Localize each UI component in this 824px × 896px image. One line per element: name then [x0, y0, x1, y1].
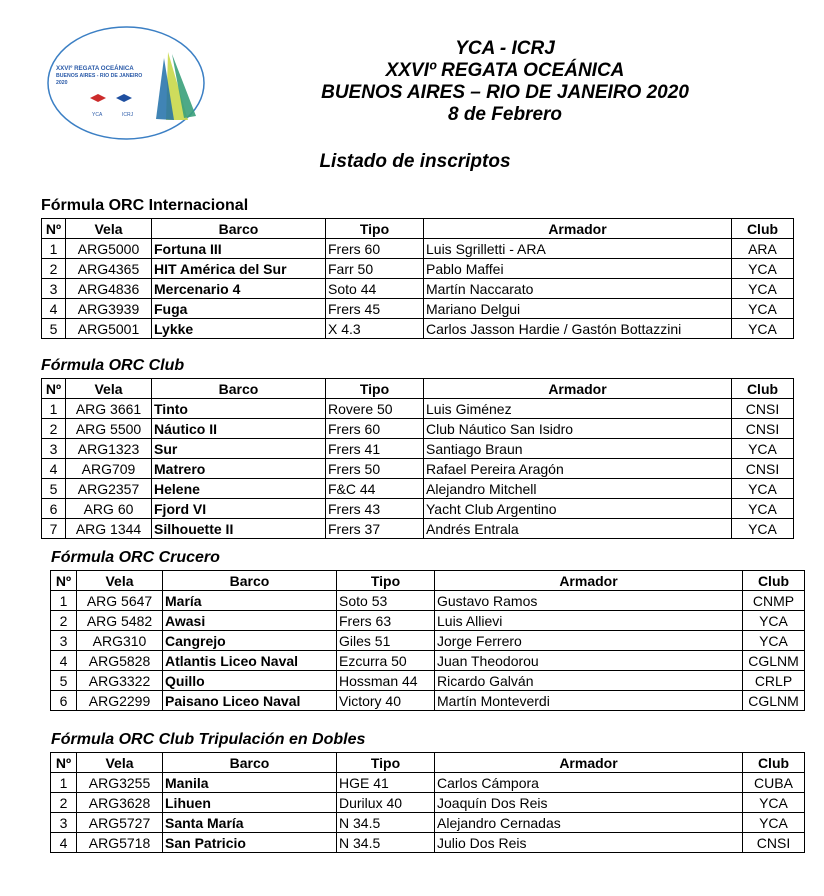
table-row [51, 611, 805, 631]
cell-number: 3 [42, 279, 66, 299]
table-row [51, 631, 805, 651]
col-number-header: Nº [51, 571, 77, 591]
cell-barco: HIT América del Sur [152, 259, 326, 279]
cell-number: 6 [42, 499, 66, 519]
cell-armador: Gustavo Ramos [435, 591, 743, 611]
cell-number: 6 [51, 691, 77, 711]
cell-tipo: N 34.5 [337, 813, 435, 833]
cell-number: 4 [51, 833, 77, 853]
cell-number: 5 [42, 479, 66, 499]
cell-tipo: N 34.5 [337, 833, 435, 853]
cell-tipo: Hossman 44 [337, 671, 435, 691]
cell-vela: ARG 5482 [77, 611, 163, 631]
cell-club: YCA [732, 299, 794, 319]
col-tipo-header: Tipo [326, 219, 424, 239]
cell-vela: ARG5000 [66, 239, 152, 259]
cell-number: 2 [42, 259, 66, 279]
table-header-row [42, 219, 794, 239]
cell-barco: Fjord VI [152, 499, 326, 519]
cell-club: CGLNM [743, 651, 805, 671]
cell-vela: ARG310 [77, 631, 163, 651]
cell-tipo: Ezcurra 50 [337, 651, 435, 671]
table-row [42, 479, 794, 499]
cell-barco: Quillo [163, 671, 337, 691]
section-title: Fórmula ORC Club [41, 357, 185, 374]
cell-tipo: Durilux 40 [337, 793, 435, 813]
cell-barco: Paisano Liceo Naval [163, 691, 337, 711]
cell-armador: Julio Dos Reis [435, 833, 743, 853]
col-vela-header: Vela [77, 753, 163, 773]
cell-vela: ARG5718 [77, 833, 163, 853]
cell-vela: ARG3628 [77, 793, 163, 813]
cell-number: 1 [42, 239, 66, 259]
cell-number: 2 [51, 793, 77, 813]
table-row [51, 773, 805, 793]
col-barco-header: Barco [163, 753, 337, 773]
col-armador-header: Armador [435, 571, 743, 591]
header-line-2: XXVIº REGATA OCEÁNICA [385, 60, 625, 81]
cell-armador: Martín Naccarato [424, 279, 732, 299]
cell-tipo: Frers 60 [326, 419, 424, 439]
page-subtitle: Listado de inscriptos [319, 151, 511, 172]
table-row [42, 499, 794, 519]
entries-table [41, 218, 794, 339]
cell-tipo: HGE 41 [337, 773, 435, 793]
col-tipo-header: Tipo [326, 379, 424, 399]
cell-barco: Mercenario 4 [152, 279, 326, 299]
cell-club: YCA [732, 519, 794, 539]
cell-armador: Yacht Club Argentino [424, 499, 732, 519]
table-row [51, 813, 805, 833]
cell-club: YCA [743, 611, 805, 631]
cell-vela: ARG3255 [77, 773, 163, 793]
cell-club: CNSI [732, 399, 794, 419]
cell-armador: Luis Allievi [435, 611, 743, 631]
table-row [51, 793, 805, 813]
cell-armador: Santiago Braun [424, 439, 732, 459]
cell-club: YCA [732, 439, 794, 459]
table-row [42, 319, 794, 339]
cell-number: 3 [51, 631, 77, 651]
col-number-header: Nº [51, 753, 77, 773]
cell-armador: Luis Giménez [424, 399, 732, 419]
cell-vela: ARG3322 [77, 671, 163, 691]
col-vela-header: Vela [66, 379, 152, 399]
col-armador-header: Armador [424, 379, 732, 399]
col-club-header: Club [743, 753, 805, 773]
cell-club: CGLNM [743, 691, 805, 711]
cell-number: 1 [51, 773, 77, 793]
section-title: Fórmula ORC Internacional [41, 197, 249, 214]
cell-armador: Carlos Jasson Hardie / Gastón Bottazzini [424, 319, 732, 339]
event-logo [46, 24, 206, 142]
table-row [42, 419, 794, 439]
cell-number: 7 [42, 519, 66, 539]
cell-tipo: Frers 45 [326, 299, 424, 319]
cell-tipo: Frers 63 [337, 611, 435, 631]
cell-number: 5 [51, 671, 77, 691]
cell-armador: Juan Theodorou [435, 651, 743, 671]
col-vela-header: Vela [66, 219, 152, 239]
cell-tipo: Giles 51 [337, 631, 435, 651]
cell-barco: Lykke [152, 319, 326, 339]
col-club-header: Club [743, 571, 805, 591]
cell-number: 5 [42, 319, 66, 339]
cell-tipo: Victory 40 [337, 691, 435, 711]
cell-vela: ARG3939 [66, 299, 152, 319]
table-row [42, 399, 794, 419]
cell-vela: ARG 60 [66, 499, 152, 519]
cell-barco: Matrero [152, 459, 326, 479]
cell-number: 3 [42, 439, 66, 459]
cell-number: 1 [51, 591, 77, 611]
cell-vela: ARG 3661 [66, 399, 152, 419]
cell-vela: ARG 5647 [77, 591, 163, 611]
cell-club: YCA [732, 499, 794, 519]
cell-number: 1 [42, 399, 66, 419]
cell-tipo: F&C 44 [326, 479, 424, 499]
cell-vela: ARG4836 [66, 279, 152, 299]
table-row [42, 299, 794, 319]
cell-armador: Jorge Ferrero [435, 631, 743, 651]
cell-barco: Cangrejo [163, 631, 337, 651]
cell-club: CNSI [732, 419, 794, 439]
cell-tipo: Frers 37 [326, 519, 424, 539]
cell-tipo: Soto 44 [326, 279, 424, 299]
cell-armador: Ricardo Galván [435, 671, 743, 691]
col-club-header: Club [732, 379, 794, 399]
cell-tipo: Frers 43 [326, 499, 424, 519]
table-row [42, 459, 794, 479]
cell-barco: Awasi [163, 611, 337, 631]
cell-armador: Pablo Maffei [424, 259, 732, 279]
cell-number: 2 [51, 611, 77, 631]
cell-vela: ARG709 [66, 459, 152, 479]
logo-club-1: YCA [92, 112, 103, 118]
cell-tipo: Frers 60 [326, 239, 424, 259]
cell-barco: Tinto [152, 399, 326, 419]
cell-club: YCA [743, 813, 805, 833]
cell-number: 2 [42, 419, 66, 439]
table-row [42, 239, 794, 259]
section-title: Fórmula ORC Crucero [51, 549, 220, 566]
cell-barco: Sur [152, 439, 326, 459]
entries-table [41, 378, 794, 539]
cell-armador: Andrés Entrala [424, 519, 732, 539]
logo-text-3: 2020 [56, 80, 68, 86]
table-header-row [42, 379, 794, 399]
cell-vela: ARG5828 [77, 651, 163, 671]
cell-club: CNSI [743, 833, 805, 853]
cell-number: 4 [42, 299, 66, 319]
cell-club: CUBA [743, 773, 805, 793]
cell-tipo: Frers 50 [326, 459, 424, 479]
table-header-row [51, 571, 805, 591]
cell-club: YCA [732, 279, 794, 299]
col-vela-header: Vela [77, 571, 163, 591]
cell-vela: ARG 5500 [66, 419, 152, 439]
cell-vela: ARG2299 [77, 691, 163, 711]
table-row [42, 439, 794, 459]
header-line-3: BUENOS AIRES – RIO DE JANEIRO 2020 [321, 82, 689, 103]
cell-tipo: Rovere 50 [326, 399, 424, 419]
cell-armador: Rafael Pereira Aragón [424, 459, 732, 479]
cell-vela: ARG5001 [66, 319, 152, 339]
col-club-header: Club [732, 219, 794, 239]
col-barco-header: Barco [163, 571, 337, 591]
table-row [42, 279, 794, 299]
cell-barco: Lihuen [163, 793, 337, 813]
header-line-4: 8 de Febrero [447, 104, 563, 125]
table-row [42, 259, 794, 279]
cell-club: YCA [732, 479, 794, 499]
cell-armador: Alejandro Mitchell [424, 479, 732, 499]
header-line-1: YCA - ICRJ [455, 38, 555, 59]
cell-barco: Silhouette II [152, 519, 326, 539]
cell-club: YCA [732, 319, 794, 339]
entries-table [50, 570, 805, 711]
logo-text-2: BUENOS AIRES - RIO DE JANEIRO [56, 73, 143, 79]
col-number-header: Nº [42, 379, 66, 399]
table-row [51, 671, 805, 691]
cell-number: 3 [51, 813, 77, 833]
entries-table [50, 752, 805, 853]
cell-armador: Luis Sgrilletti - ARA [424, 239, 732, 259]
cell-club: YCA [743, 793, 805, 813]
cell-barco: Santa María [163, 813, 337, 833]
cell-number: 4 [51, 651, 77, 671]
table-row [51, 833, 805, 853]
col-tipo-header: Tipo [337, 753, 435, 773]
cell-barco: Manila [163, 773, 337, 793]
col-armador-header: Armador [435, 753, 743, 773]
col-barco-header: Barco [152, 219, 326, 239]
cell-barco: Náutico II [152, 419, 326, 439]
table-row [51, 691, 805, 711]
cell-club: CRLP [743, 671, 805, 691]
cell-club: YCA [743, 631, 805, 651]
col-armador-header: Armador [424, 219, 732, 239]
col-tipo-header: Tipo [337, 571, 435, 591]
cell-armador: Martín Monteverdi [435, 691, 743, 711]
cell-barco: Atlantis Liceo Naval [163, 651, 337, 671]
cell-barco: Fuga [152, 299, 326, 319]
logo-text-1: XXVIº REGATA OCEÁNICA [56, 65, 134, 72]
cell-barco: María [163, 591, 337, 611]
cell-armador: Carlos Cámpora [435, 773, 743, 793]
cell-vela: ARG5727 [77, 813, 163, 833]
cell-armador: Joaquín Dos Reis [435, 793, 743, 813]
cell-vela: ARG 1344 [66, 519, 152, 539]
cell-club: CNMP [743, 591, 805, 611]
cell-tipo: Frers 41 [326, 439, 424, 459]
cell-vela: ARG1323 [66, 439, 152, 459]
cell-club: CNSI [732, 459, 794, 479]
event-header [280, 38, 730, 126]
cell-armador: Club Náutico San Isidro [424, 419, 732, 439]
cell-tipo: Soto 53 [337, 591, 435, 611]
table-header-row [51, 753, 805, 773]
cell-club: YCA [732, 259, 794, 279]
cell-number: 4 [42, 459, 66, 479]
cell-tipo: Farr 50 [326, 259, 424, 279]
section-title: Fórmula ORC Club Tripulación en Dobles [51, 731, 366, 748]
cell-barco: Helene [152, 479, 326, 499]
table-row [51, 591, 805, 611]
cell-armador: Alejandro Cernadas [435, 813, 743, 833]
cell-barco: Fortuna III [152, 239, 326, 259]
cell-vela: ARG4365 [66, 259, 152, 279]
cell-tipo: X 4.3 [326, 319, 424, 339]
cell-club: ARA [732, 239, 794, 259]
logo-club-2: ICRJ [122, 112, 134, 118]
cell-vela: ARG2357 [66, 479, 152, 499]
col-barco-header: Barco [152, 379, 326, 399]
col-number-header: Nº [42, 219, 66, 239]
table-row [42, 519, 794, 539]
cell-armador: Mariano Delgui [424, 299, 732, 319]
table-row [51, 651, 805, 671]
cell-barco: San Patricio [163, 833, 337, 853]
